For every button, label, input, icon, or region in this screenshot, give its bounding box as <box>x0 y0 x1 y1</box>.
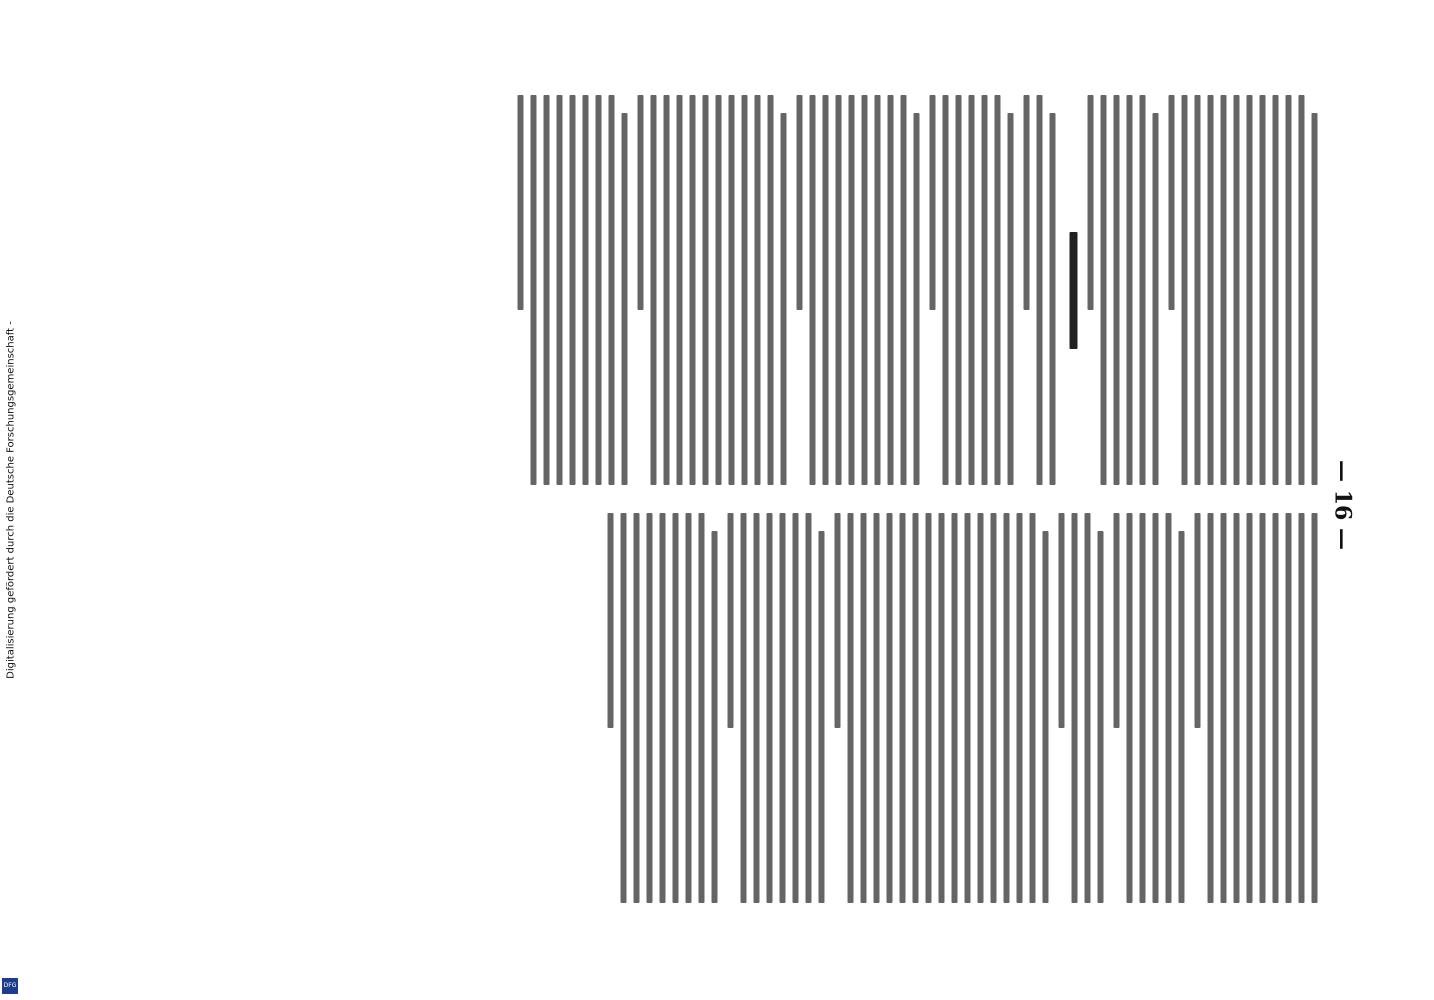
text-block <box>637 95 786 485</box>
dfg-logo-icon: DFG <box>2 978 18 994</box>
text-block <box>1087 95 1158 485</box>
text-block <box>517 95 627 485</box>
text-block <box>929 95 1013 485</box>
rotated-page-content <box>130 95 1355 915</box>
text-block <box>834 513 1048 903</box>
digitization-credit <box>0 0 22 1000</box>
text-block <box>727 513 824 903</box>
text-block <box>1023 95 1055 485</box>
credit-text: Digitalisierung gefördert durch die Deutsche Forschungsgemeinschaft - <box>5 321 17 679</box>
section-heading <box>1069 232 1077 349</box>
right-column <box>140 513 1317 903</box>
scanned-page <box>130 95 1355 915</box>
text-block <box>1113 513 1184 903</box>
page-number: — 16 — <box>1329 460 1355 550</box>
text-block <box>1058 513 1103 903</box>
text-block <box>607 513 717 903</box>
text-block <box>1168 95 1317 485</box>
text-block <box>1194 513 1317 903</box>
text-block <box>796 95 919 485</box>
left-column <box>140 95 1317 485</box>
